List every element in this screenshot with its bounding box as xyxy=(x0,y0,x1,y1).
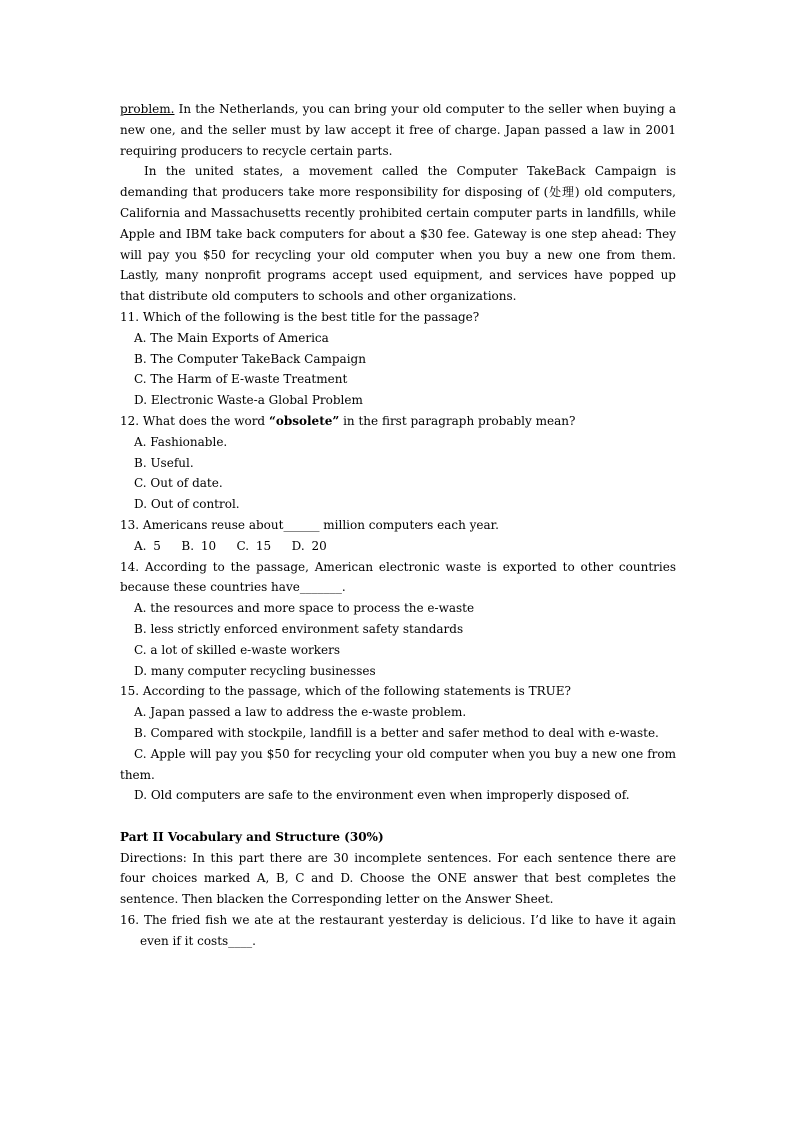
stem-text: in the first paragraph probably mean? xyxy=(339,413,576,428)
directions-text: Directions: In this part there are 30 incomplete sentences. For each sentence there are four choices marked A, B, C and D. Choose the ONE answer that best completes the sentence. Then blacken the Corresponding letter on the Answer Sheet. xyxy=(120,850,676,907)
passage-paragraph-2: In the united states, a movement called the Computer TakeBack Campaign is demanding that producers take more responsibility for disposing of (处理) old computers, California and Massachusetts recently prohibited certain computer parts in landfills, while Apple and IBM take back computers for about a $30 fee. Gateway is one step ahead: They will pay you $50 for recycling your old computer when you buy a new one from them. Lastly, many nonprofit programs accept used equipment, and services have popped up that distribute old computers to schools and other organizations. xyxy=(120,164,676,304)
question-15-option-d: D. Old computers are safe to the environment even when improperly disposed of. xyxy=(134,788,630,803)
question-14-stem: 14. According to the passage, American electronic waste is exported to other countries because these countries have_______. xyxy=(120,559,676,595)
spacer xyxy=(120,806,676,827)
question-13-stem: 13. Americans reuse about______ million computers each year. xyxy=(120,517,499,532)
paragraph-text: In the Netherlands, you can bring your old computer to the seller when buying a new one, and the seller must by law accept it free of charge. Japan passed a law in 2001 requiring producers to recycle certain parts. xyxy=(120,102,676,158)
question-15-option-b: B. Compared with stockpile, landfill is a better and safer method to deal with e-waste. xyxy=(134,725,659,740)
question-11-option-d: D. Electronic Waste-a Global Problem xyxy=(134,393,363,408)
question-11-option-b: B. The Computer TakeBack Campaign xyxy=(134,351,366,366)
question-16-stem: 16. The fried fish we ate at the restaurant yesterday is delicious. I’d like to have it again even if it costs____. xyxy=(120,913,676,948)
underlined-word: problem. xyxy=(120,102,175,116)
question-12-option-b: B. Useful. xyxy=(134,455,194,470)
question-11-stem: 11. Which of the following is the best title for the passage? xyxy=(120,309,480,324)
question-13-options: A. 5 B. 10 C. 15 D. 20 xyxy=(134,538,327,553)
question-11-option-c: C. The Harm of E-waste Treatment xyxy=(134,372,348,387)
question-15-stem: 15. According to the passage, which of the following statements is TRUE? xyxy=(120,684,571,699)
question-12-option-d: D. Out of control. xyxy=(134,497,240,512)
question-12-option-a: A. Fashionable. xyxy=(134,434,228,449)
question-11-option-a: A. The Main Exports of America xyxy=(134,330,329,345)
question-14-option-d: D. many computer recycling businesses xyxy=(134,663,376,678)
question-14-option-b: B. less strictly enforced environment safety standards xyxy=(134,621,464,636)
question-15-option-c: C. Apple will pay you $50 for recycling your old computer when you buy a new one from them. xyxy=(120,746,676,782)
question-12-stem xyxy=(120,411,676,432)
question-14-option-c: C. a lot of skilled e-waste workers xyxy=(134,642,341,657)
question-14-option-a: A. the resources and more space to process the e-waste xyxy=(134,601,475,616)
highlighted-word: “obsolete” xyxy=(268,413,340,428)
stem-text: 12. What does the word xyxy=(120,413,269,428)
question-12-option-c: C. Out of date. xyxy=(134,476,223,491)
passage-paragraph-1 xyxy=(120,99,676,161)
section-heading: Part II Vocabulary and Structure (30%) xyxy=(120,829,384,844)
question-15-option-a: A. Japan passed a law to address the e-waste problem. xyxy=(134,705,467,720)
